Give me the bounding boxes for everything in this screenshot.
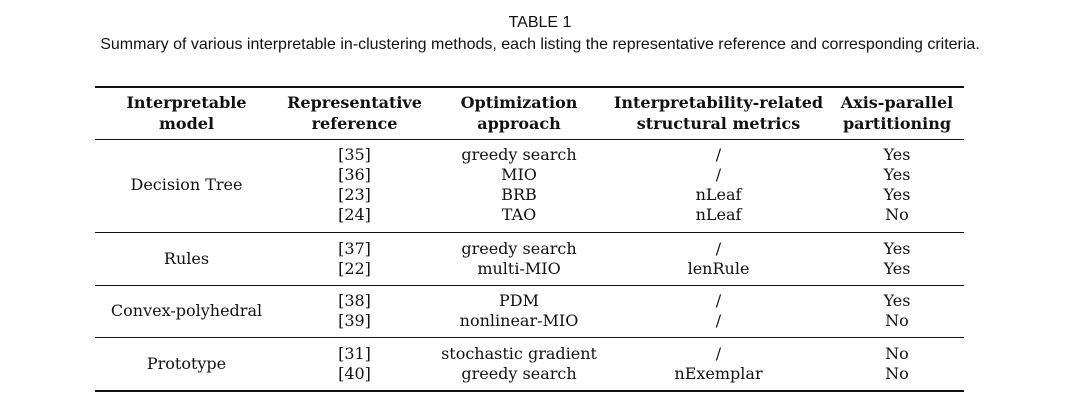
metric-cell: / [715,145,722,164]
approach-cell: greedy search [461,145,577,164]
reference-cell: [38] [338,291,371,310]
reference-cell: [23] [338,185,371,204]
metric-cell: / [715,165,722,184]
metric-cell: / [715,344,722,363]
approach-cell: greedy search [461,364,577,383]
metric-cell: nExemplar [674,364,763,383]
axis-parallel-cell: No [885,311,909,330]
axis-parallel-cell: No [885,205,909,224]
approach-cell: nonlinear-MIO [459,311,579,330]
axis-parallel-cell: Yes [883,291,911,310]
header-representative-reference: Representative reference [287,93,422,133]
approach-cell: stochastic gradient [441,344,597,363]
axis-parallel-cell: Yes [883,165,911,184]
reference-cell: [22] [338,259,371,278]
metric-cell: / [715,239,722,258]
header-interpretable-model: Interpretable model [126,93,247,133]
axis-parallel-cell: Yes [883,145,911,164]
table-caption-label: TABLE 1 [508,14,572,31]
axis-parallel-cell: Yes [883,259,911,278]
axis-parallel-cell: Yes [883,185,911,204]
header-rule [95,139,964,140]
reference-cell: [31] [338,344,371,363]
header-optimization-approach: Optimization approach [460,93,578,133]
group-separator-rule [95,232,964,233]
reference-cell: [36] [338,165,371,184]
approach-cell: greedy search [461,239,577,258]
axis-parallel-cell: No [885,344,909,363]
reference-cell: [39] [338,311,371,330]
approach-cell: BRB [501,185,537,204]
group-separator-rule [95,337,964,338]
reference-cell: [24] [338,205,371,224]
approach-cell: multi-MIO [477,259,561,278]
header-axis-parallel-partitioning: Axis-parallel partitioning [840,93,954,133]
axis-parallel-cell: Yes [883,239,911,258]
approach-cell: PDM [499,291,539,310]
model-cell: Prototype [146,354,227,373]
approach-cell: TAO [501,205,537,224]
table-top-rule [95,86,964,88]
metric-cell: / [715,311,722,330]
axis-parallel-cell: No [885,364,909,383]
header-structural-metrics: Interpretability-related structural metrics [613,93,824,133]
metric-cell: / [715,291,722,310]
model-cell: Convex-polyhedral [110,301,263,320]
approach-cell: MIO [501,165,537,184]
model-cell: Decision Tree [130,175,243,194]
reference-cell: [40] [338,364,371,383]
metric-cell: lenRule [687,259,750,278]
model-cell: Rules [163,249,210,268]
reference-cell: [37] [338,239,371,258]
group-separator-rule [95,285,964,286]
metric-cell: nLeaf [695,185,742,204]
table-bottom-rule [95,390,964,392]
metric-cell: nLeaf [695,205,742,224]
table-caption-text: Summary of various interpretable in-clustering methods, each listing the representative reference and corresponding criteria. [100,36,980,53]
reference-cell: [35] [338,145,371,164]
